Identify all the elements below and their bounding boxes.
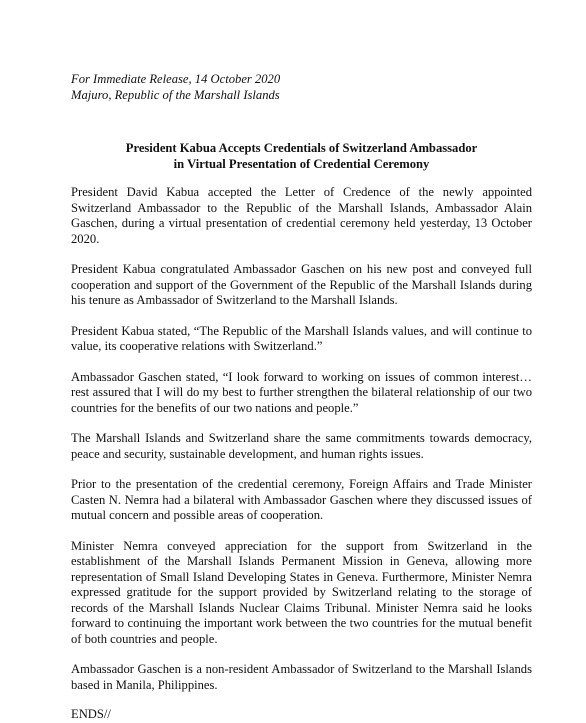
title-line-2: in Virtual Presentation of Credential Ceremony (173, 157, 430, 171)
release-header (71, 72, 532, 103)
ends-marker: ENDS// (71, 707, 111, 721)
paragraph-non-resident-ambassador: Ambassador Gaschen is a non-resident Ambassador of Switzerland to the Marshall Islands based in Manila, Philippines. (71, 662, 532, 692)
release-date-line: For Immediate Release, 14 October 2020 (71, 72, 281, 86)
paragraph-shared-commitments: The Marshall Islands and Switzerland share the same commitments towards democracy, peace and security, sustainable development, and human rights issues. (71, 431, 532, 461)
paragraph-congratulations: President Kabua congratulated Ambassador Gaschen on his new post and conveyed full cooperation and support of the Government of the Republic of the Marshall Islands during his tenure as Ambassador of Switzerland to the Marshall Islands. (71, 262, 532, 307)
release-location-line: Majuro, Republic of the Marshall Islands (71, 87, 280, 102)
press-release-title (71, 140, 532, 172)
paragraph-ambassador-quote: Ambassador Gaschen stated, “I look forward to working on issues of common interest…rest assured that I will do my best to further strengthen the bilateral relationship of our two countries for the benefits of our two nations and people.” (71, 369, 532, 415)
title-line-1: President Kabua Accepts Credentials of Switzerland Ambassador (125, 141, 478, 155)
paragraph-appreciation: Minister Nemra conveyed appreciation for the support from Switzerland in the establishment of the Marshall Islands Permanent Mission in Geneva, allowing more representation of Small Island Developing States in Geneva. Furthermore, Minister Nemra expressed gratitude for the support provided by Switzerland relating to the storage of records of the Marshall Islands Nuclear Claims Tribunal. Minister Nemra said he looks forward to continuing the important work between the two countries for the mutual benefit of both countries and people. (71, 538, 532, 646)
paragraph-credentials-accepted: President David Kabua accepted the Letter of Credence of the newly appointed Switzerland Ambassador to the Republic of the Marshall Islands, Ambassador Alain Gaschen, during a virtual presentation of credential ceremony held yesterday, 13 October 2020. (71, 185, 532, 246)
paragraph-president-quote: President Kabua stated, “The Republic of the Marshall Islands values, and will continue to value, its cooperative relations with Switzerland.” (71, 323, 532, 353)
paragraph-bilateral-meeting: Prior to the presentation of the credential ceremony, Foreign Affairs and Trade Minister Casten N. Nemra had a bilateral with Ambassador Gaschen where they discussed issues of mutual concern and possible areas of cooperation. (71, 477, 532, 522)
